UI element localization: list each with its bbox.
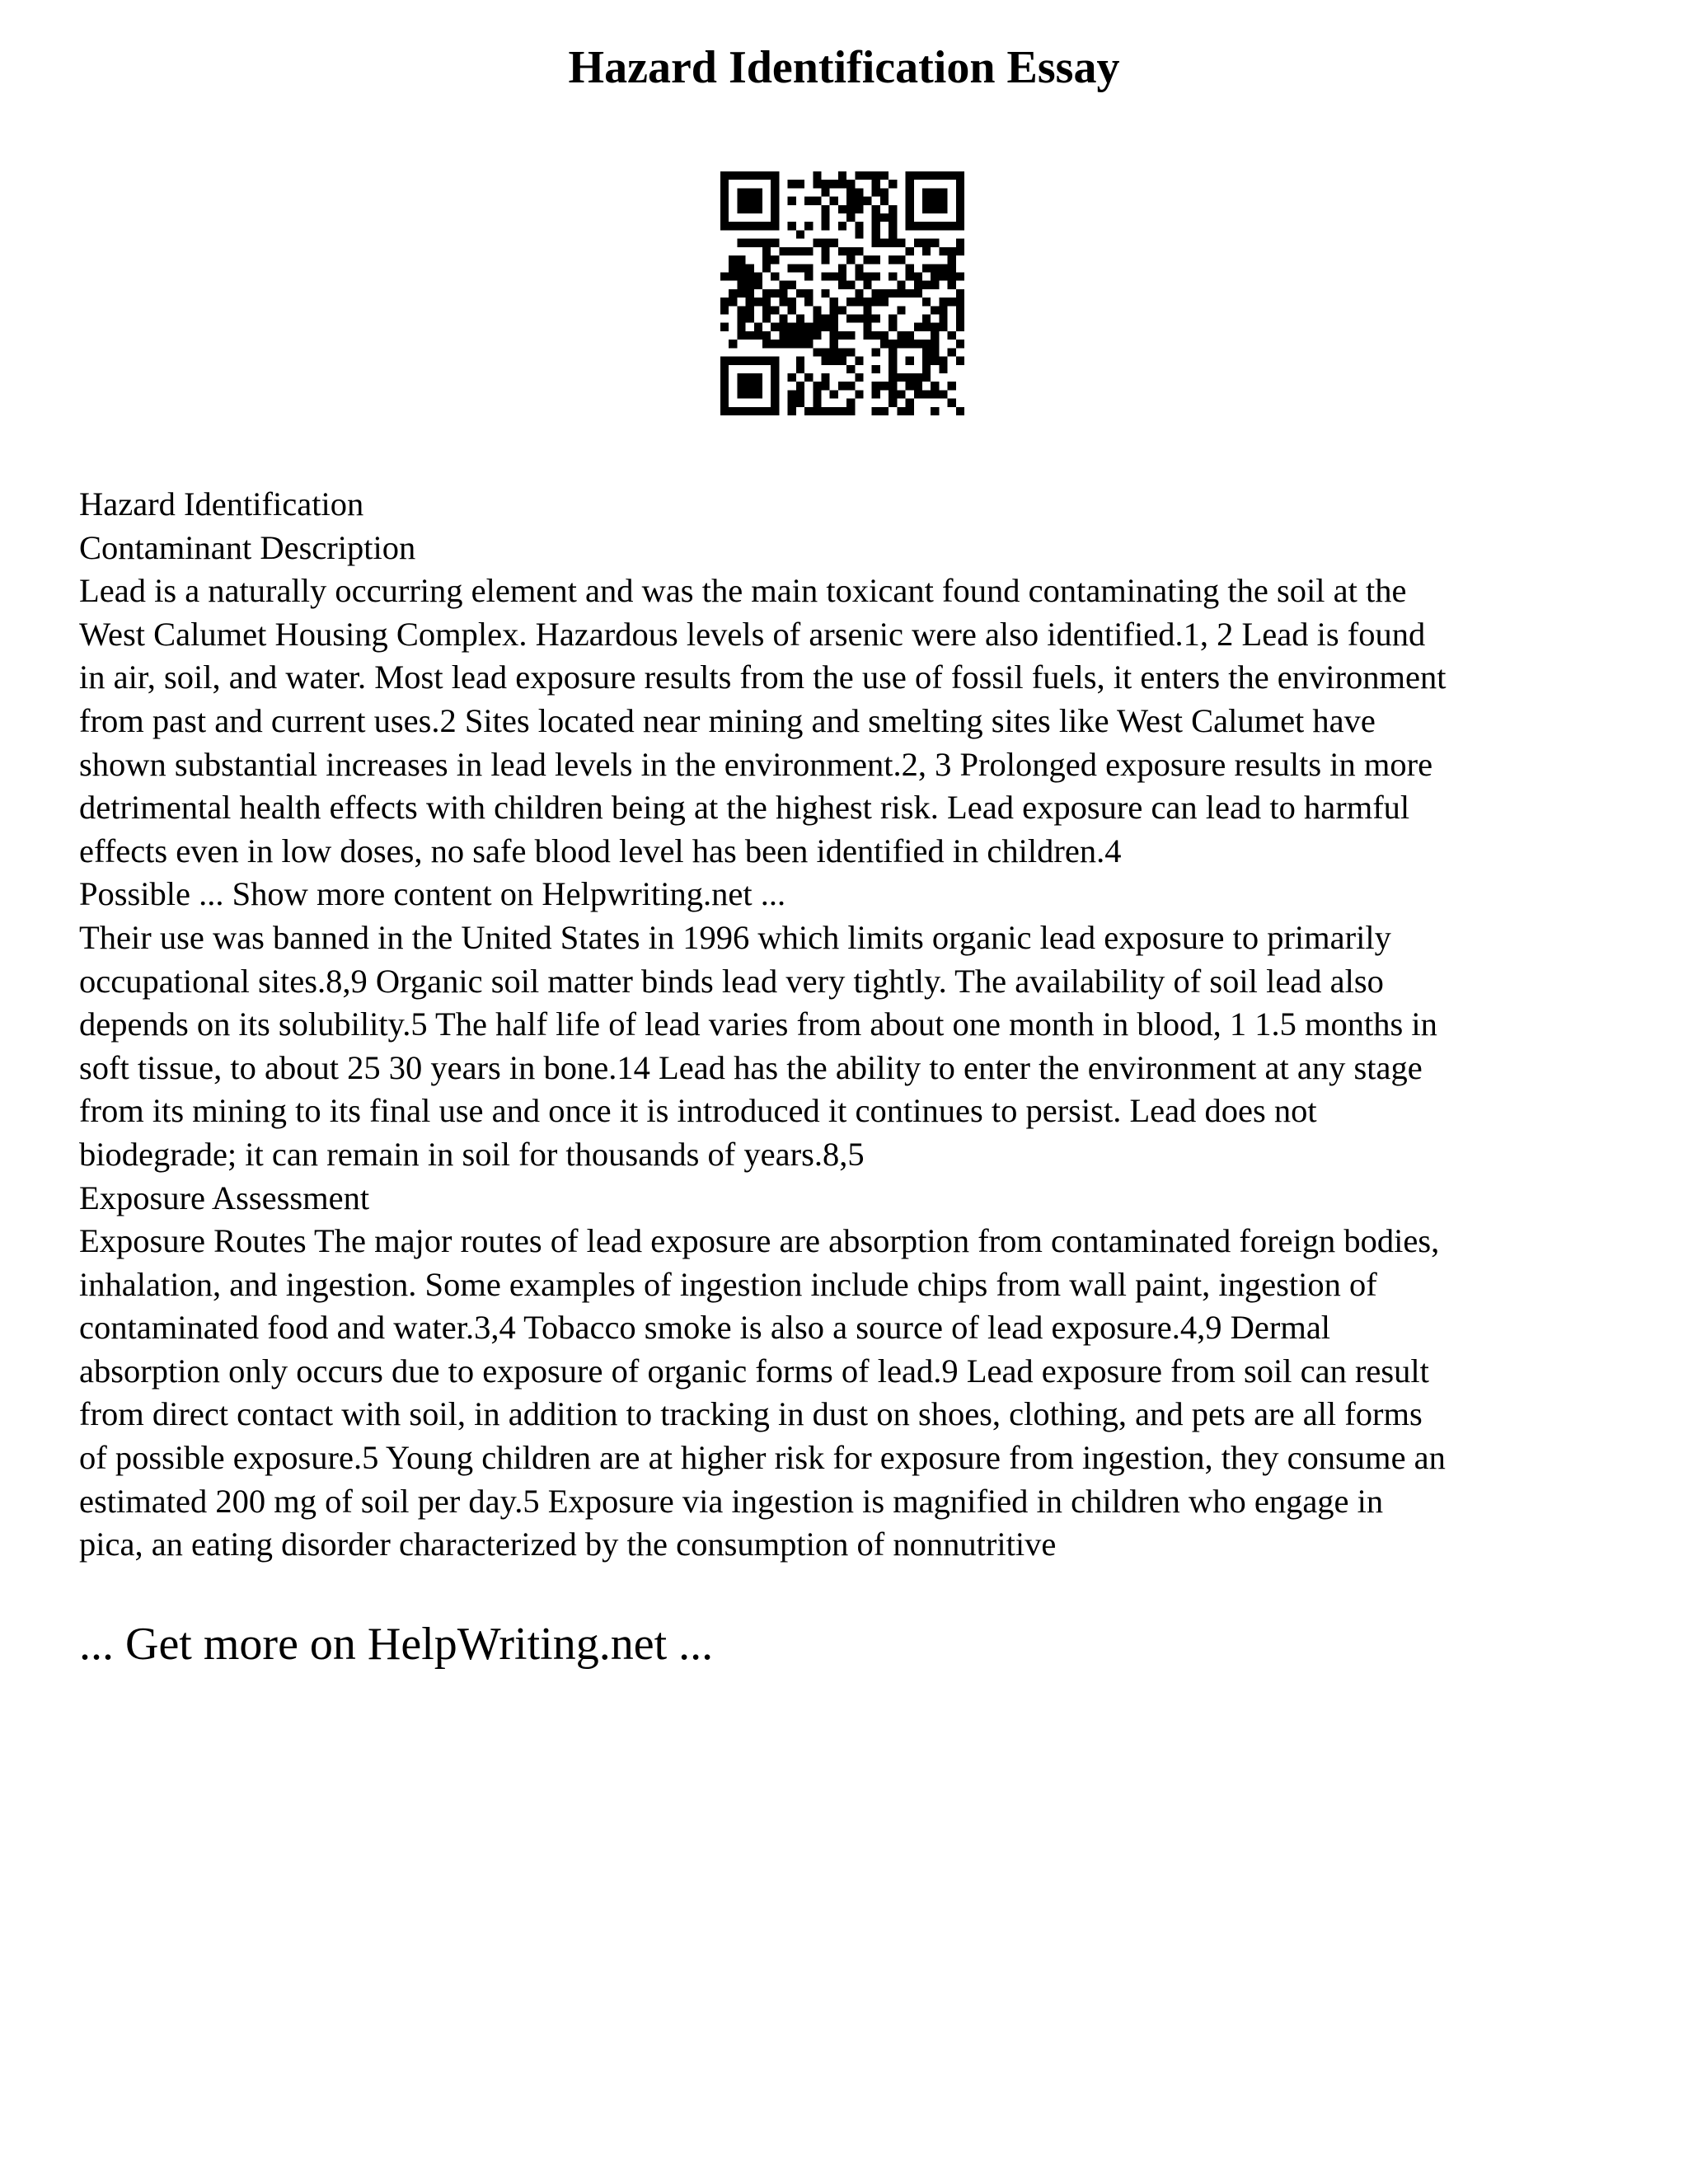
subsection-heading: Contaminant Description: [79, 528, 416, 566]
subsection-heading: Exposure Assessment: [79, 1179, 370, 1216]
body-text-line: depends on its solubility.5 The half life of lead varies from about one month in blood, 1 1.5 months in: [79, 1005, 1437, 1043]
essay-body: [79, 483, 1629, 1567]
body-text-line: Lead is a naturally occurring element and was the main toxicant found contaminating the soil at the: [79, 572, 1407, 610]
body-text-line: from its mining to its final use and once it is introduced it continues to persist. Lead does not: [79, 1092, 1317, 1130]
body-text-line: from past and current uses.2 Sites located near mining and smelting sites like West Calumet have: [79, 701, 1376, 739]
body-text-line: from direct contact with soil, in addition to tracking in dust on shoes, clothing, and pets are all forms: [79, 1395, 1423, 1433]
body-text-line: Their use was banned in the United States in 1996 which limits organic lead exposure to primarily: [79, 918, 1391, 956]
body-text-line: Exposure Routes The major routes of lead exposure are absorption from contaminated foreign bodies,: [79, 1222, 1440, 1260]
body-text-line: effects even in low doses, no safe blood level has been identified in children.4: [79, 832, 1122, 869]
body-text-line: soft tissue, to about 25 30 years in bone.14 Lead has the ability to enter the environment at any stage: [79, 1048, 1423, 1086]
show-more-line: Possible ... Show more content on Helpwriting.net ...: [79, 875, 786, 913]
body-text-line: inhalation, and ingestion. Some examples of ingestion include chips from wall paint, ingestion of: [79, 1265, 1377, 1303]
qr-code-icon[interactable]: [720, 171, 964, 415]
body-text-line: contaminated food and water.3,4 Tobacco smoke is also a source of lead exposure.4,9 Dermal: [79, 1309, 1331, 1347]
body-text-line: detrimental health effects with children being at the highest risk. Lead exposure can lead to harmful: [79, 789, 1410, 827]
get-more-link[interactable]: ... Get more on HelpWriting.net ...: [79, 1619, 714, 1670]
body-text-line: in air, soil, and water. Most lead exposure results from the use of fossil fuels, it enters the environment: [79, 658, 1447, 696]
body-text-line: biodegrade; it can remain in soil for thousands of years.8,5: [79, 1135, 865, 1173]
page-title: Hazard Identification Essay: [568, 42, 1120, 93]
qr-code-graphic: [720, 171, 964, 415]
body-text-line: absorption only occurs due to exposure of organic forms of lead.9 Lead exposure from soil can result: [79, 1352, 1429, 1390]
body-text-line: shown substantial increases in lead levels in the environment.2, 3 Prolonged exposure results in more: [79, 745, 1433, 783]
section-heading: Hazard Identification: [79, 485, 364, 523]
body-text-line: pica, an eating disorder characterized by the consumption of nonnutritive: [79, 1526, 1057, 1563]
body-text-line: occupational sites.8,9 Organic soil matter binds lead very tightly. The availability of soil lead also: [79, 962, 1384, 1000]
body-text-line: of possible exposure.5 Young children are at higher risk for exposure from ingestion, they consume an: [79, 1439, 1446, 1477]
body-text-line: estimated 200 mg of soil per day.5 Exposure via ingestion is magnified in children who engage in: [79, 1482, 1384, 1520]
body-text-line: West Calumet Housing Complex. Hazardous levels of arsenic were also identified.1, 2 Lead is found: [79, 615, 1426, 653]
